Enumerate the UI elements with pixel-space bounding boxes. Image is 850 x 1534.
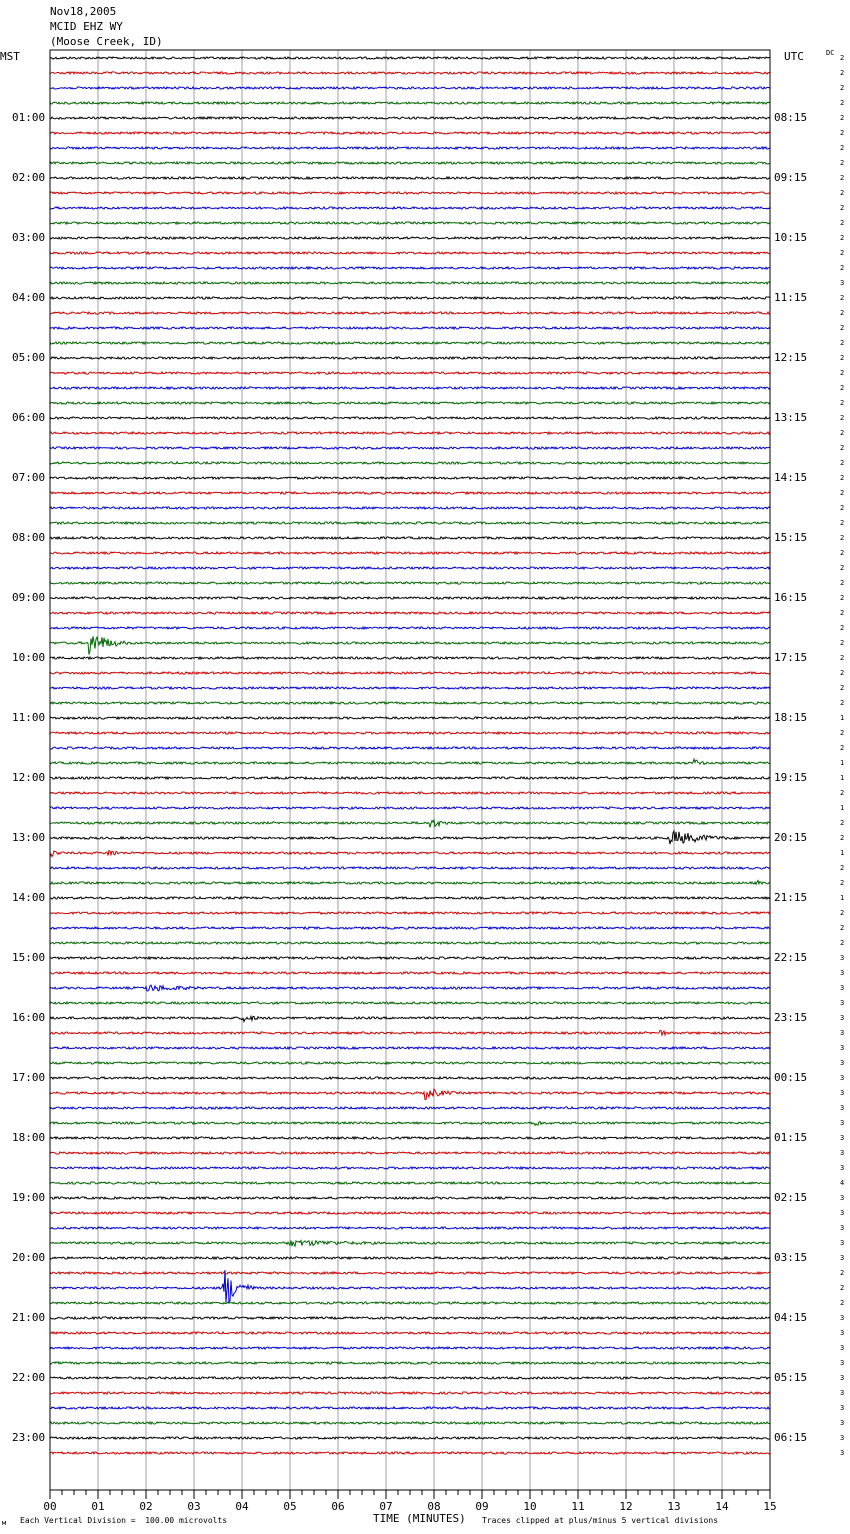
left-hour-label: 13:00 xyxy=(12,831,46,844)
trace-row-53 xyxy=(50,851,770,857)
dc-offset: 2 xyxy=(840,624,845,632)
dc-offset: 3 xyxy=(840,1119,845,1127)
trace-row-92 xyxy=(50,1437,770,1439)
dc-offset: 2 xyxy=(840,399,845,407)
dc-offset: 3 xyxy=(840,1374,845,1382)
trace-row-35 xyxy=(50,582,770,584)
dc-offset: 2 xyxy=(840,444,845,452)
trace-row-14 xyxy=(50,267,770,269)
dc-offset: 2 xyxy=(840,594,845,602)
dc-offset: 3 xyxy=(840,999,845,1007)
left-hour-label: 21:00 xyxy=(12,1311,46,1324)
trace-row-85 xyxy=(50,1332,770,1334)
left-hour-label: 10:00 xyxy=(12,651,46,664)
x-tick-label: 10 xyxy=(523,1500,537,1513)
trace-row-61 xyxy=(50,972,770,974)
right-hour-label: 04:15 xyxy=(774,1311,808,1324)
trace-row-8 xyxy=(50,177,770,179)
dc-offset: 3 xyxy=(840,1419,845,1427)
dc-offset: 2 xyxy=(840,939,845,947)
left-hour-label: 08:00 xyxy=(12,531,46,544)
dc-offset: 2 xyxy=(840,789,845,797)
x-tick-label: 01 xyxy=(91,1500,105,1513)
trace-row-73 xyxy=(50,1152,770,1154)
trace-row-19 xyxy=(50,342,770,344)
trace-row-18 xyxy=(50,327,770,329)
trace-row-71 xyxy=(50,1121,770,1125)
chart-date: Nov18,2005 xyxy=(50,5,117,18)
dc-offset: 3 xyxy=(840,1314,845,1322)
trace-row-69 xyxy=(50,1089,770,1099)
vertical-division-note: Each Vertical Division = 100.00 microvolts xyxy=(20,1516,228,1525)
dc-offset: 2 xyxy=(840,459,845,467)
trace-row-3 xyxy=(50,102,770,104)
dc-offset: 3 xyxy=(840,1134,845,1142)
dc-offset: 2 xyxy=(840,354,845,362)
dc-offset: 2 xyxy=(840,609,845,617)
x-tick-label: 11 xyxy=(571,1500,585,1513)
right-hour-label: 00:15 xyxy=(774,1071,808,1084)
right-hour-label: 13:15 xyxy=(774,411,808,424)
trace-row-54 xyxy=(50,867,770,869)
x-tick-label: 04 xyxy=(235,1500,249,1513)
x-tick-label: 07 xyxy=(379,1500,393,1513)
trace-row-10 xyxy=(50,207,770,209)
dc-offset: 2 xyxy=(840,339,845,347)
dc-offset: 2 xyxy=(840,249,845,257)
left-hour-label: 09:00 xyxy=(12,591,46,604)
trace-row-59 xyxy=(50,942,770,944)
trace-row-1 xyxy=(50,72,770,74)
trace-row-83 xyxy=(50,1302,770,1304)
right-hour-label: 02:15 xyxy=(774,1191,808,1204)
right-hour-label: 05:15 xyxy=(774,1371,808,1384)
trace-row-34 xyxy=(50,567,770,569)
trace-row-77 xyxy=(50,1212,770,1214)
dc-offset: 3 xyxy=(840,1329,845,1337)
trace-row-76 xyxy=(50,1197,770,1199)
left-hour-label: 23:00 xyxy=(12,1431,46,1444)
dc-offset: 2 xyxy=(840,654,845,662)
dc-offset: 3 xyxy=(840,1029,845,1037)
trace-row-46 xyxy=(50,747,770,749)
trace-row-63 xyxy=(50,1002,770,1004)
dc-offset: 3 xyxy=(840,1224,845,1232)
dc-offset: 3 xyxy=(840,1059,845,1067)
trace-row-70 xyxy=(50,1107,770,1109)
trace-row-87 xyxy=(50,1362,770,1364)
trace-row-15 xyxy=(50,282,770,284)
x-tick-label: 03 xyxy=(187,1500,201,1513)
dc-offset: 2 xyxy=(840,909,845,917)
dc-offset: 2 xyxy=(840,369,845,377)
left-hour-label: 14:00 xyxy=(12,891,46,904)
dc-offset: 2 xyxy=(840,114,845,122)
left-hour-label: 03:00 xyxy=(12,231,46,244)
trace-row-37 xyxy=(50,612,770,614)
left-hour-label: 02:00 xyxy=(12,171,46,184)
dc-offset: 2 xyxy=(840,879,845,887)
x-tick-label: 06 xyxy=(331,1500,345,1513)
seismic-traces xyxy=(50,57,770,1454)
dc-offset: 3 xyxy=(840,954,845,962)
left-hour-label: 15:00 xyxy=(12,951,46,964)
dc-offset: 2 xyxy=(840,234,845,242)
right-hour-label: 08:15 xyxy=(774,111,808,124)
dc-offset: 2 xyxy=(840,924,845,932)
dc-offset: 2 xyxy=(840,264,845,272)
trace-row-88 xyxy=(50,1377,770,1379)
dc-offset: 2 xyxy=(840,129,845,137)
dc-offset: 1 xyxy=(840,804,845,812)
trace-row-86 xyxy=(50,1347,770,1349)
left-hour-label: 16:00 xyxy=(12,1011,46,1024)
x-tick-label: 14 xyxy=(715,1500,729,1513)
trace-row-81 xyxy=(50,1272,770,1274)
x-tick-label: 00 xyxy=(43,1500,57,1513)
dc-offset: 3 xyxy=(840,279,845,287)
dc-offset: 2 xyxy=(840,1284,845,1292)
trace-row-21 xyxy=(50,372,770,374)
trace-row-82 xyxy=(50,1270,770,1302)
right-hour-label: 03:15 xyxy=(774,1251,808,1264)
trace-row-52 xyxy=(50,831,770,844)
trace-row-41 xyxy=(50,672,770,674)
trace-row-44 xyxy=(50,717,770,719)
left-hour-label: 01:00 xyxy=(12,111,46,124)
trace-row-39 xyxy=(50,636,770,654)
dc-offset: 2 xyxy=(840,549,845,557)
dc-offset: 2 xyxy=(840,384,845,392)
dc-offset: 2 xyxy=(840,534,845,542)
dc-offset: 2 xyxy=(840,819,845,827)
x-axis-ticks xyxy=(43,1490,776,1513)
clip-note: Traces clipped at plus/minus 5 vertical divisions xyxy=(482,1516,719,1525)
dc-offset: 3 xyxy=(840,1434,845,1442)
dc-offset: 3 xyxy=(840,969,845,977)
trace-row-93 xyxy=(50,1452,770,1454)
dc-offset: 2 xyxy=(840,729,845,737)
trace-row-17 xyxy=(50,312,770,314)
trace-row-31 xyxy=(50,522,770,524)
right-timezone: UTC xyxy=(784,50,804,63)
dc-offset: 2 xyxy=(840,834,845,842)
trace-row-57 xyxy=(50,912,770,914)
trace-row-0 xyxy=(50,57,770,59)
x-tick-label: 08 xyxy=(427,1500,441,1513)
dc-offset: 2 xyxy=(840,219,845,227)
left-hour-label: 04:00 xyxy=(12,291,46,304)
trace-row-58 xyxy=(50,927,770,929)
trace-row-75 xyxy=(50,1182,770,1184)
trace-row-49 xyxy=(50,792,770,794)
dc-offset: 3 xyxy=(840,1209,845,1217)
right-hour-label: 01:15 xyxy=(774,1131,808,1144)
x-tick-label: 02 xyxy=(139,1500,153,1513)
dc-offset: 2 xyxy=(840,639,845,647)
left-hour-label: 20:00 xyxy=(12,1251,46,1264)
dc-offset: 2 xyxy=(840,699,845,707)
trace-row-78 xyxy=(50,1227,770,1229)
trace-row-13 xyxy=(50,252,770,254)
dc-offset: 3 xyxy=(840,1149,845,1157)
dc-offset: 3 xyxy=(840,984,845,992)
dc-offset: 2 xyxy=(840,69,845,77)
dc-offset: 2 xyxy=(840,1299,845,1307)
station-location: (Moose Creek, ID) xyxy=(50,35,163,48)
dc-offset: 2 xyxy=(840,474,845,482)
dc-offset: 1 xyxy=(840,774,845,782)
dc-offset: 2 xyxy=(840,429,845,437)
trace-row-40 xyxy=(50,657,770,659)
dc-offset: 3 xyxy=(840,1239,845,1247)
trace-row-74 xyxy=(50,1167,770,1169)
right-hour-label: 22:15 xyxy=(774,951,808,964)
right-hour-label: 11:15 xyxy=(774,291,808,304)
right-hour-label: 14:15 xyxy=(774,471,808,484)
trace-row-24 xyxy=(50,417,770,419)
trace-row-51 xyxy=(50,820,770,827)
dc-offset: 3 xyxy=(840,1404,845,1412)
trace-row-50 xyxy=(50,807,770,809)
left-hour-label: 17:00 xyxy=(12,1071,46,1084)
trace-row-6 xyxy=(50,147,770,149)
trace-row-33 xyxy=(50,552,770,554)
dc-offset: 3 xyxy=(840,1344,845,1352)
dc-offset: 2 xyxy=(840,54,845,62)
trace-row-55 xyxy=(50,881,770,885)
dc-offset: 2 xyxy=(840,519,845,527)
right-hour-label: 09:15 xyxy=(774,171,808,184)
left-hour-label: 12:00 xyxy=(12,771,46,784)
trace-row-79 xyxy=(50,1241,770,1247)
trace-row-9 xyxy=(50,192,770,194)
trace-row-43 xyxy=(50,702,770,704)
left-hour-label: 07:00 xyxy=(12,471,46,484)
dc-offset: 2 xyxy=(840,309,845,317)
right-hour-label: 23:15 xyxy=(774,1011,808,1024)
trace-row-67 xyxy=(50,1062,770,1064)
left-hour-label: 05:00 xyxy=(12,351,46,364)
left-hour-label: 11:00 xyxy=(12,711,46,724)
trace-row-20 xyxy=(50,357,770,359)
dc-offset: 2 xyxy=(840,204,845,212)
dc-offset: 2 xyxy=(840,669,845,677)
trace-row-11 xyxy=(50,222,770,224)
dc-offset: 2 xyxy=(840,189,845,197)
right-hour-label: 20:15 xyxy=(774,831,808,844)
trace-row-27 xyxy=(50,462,770,464)
left-timezone: MST xyxy=(0,50,20,63)
dc-offset: 3 xyxy=(840,1194,845,1202)
trace-row-65 xyxy=(50,1030,770,1035)
trace-row-84 xyxy=(50,1317,770,1319)
trace-row-91 xyxy=(50,1422,770,1424)
x-tick-label: 13 xyxy=(667,1500,681,1513)
trace-row-2 xyxy=(50,87,770,89)
trace-row-29 xyxy=(50,492,770,494)
x-tick-label: 15 xyxy=(763,1500,777,1513)
trace-row-12 xyxy=(50,237,770,239)
right-hour-label: 18:15 xyxy=(774,711,808,724)
corner-mark: м xyxy=(2,1519,7,1527)
trace-row-7 xyxy=(50,162,770,164)
trace-row-47 xyxy=(50,759,770,764)
right-hour-label: 16:15 xyxy=(774,591,808,604)
left-hour-label: 06:00 xyxy=(12,411,46,424)
dc-offset: 3 xyxy=(840,1389,845,1397)
dc-offset: 2 xyxy=(840,159,845,167)
trace-row-42 xyxy=(50,687,770,689)
station-code: MCID EHZ WY xyxy=(50,20,123,33)
trace-row-16 xyxy=(50,297,770,299)
dc-offset: 2 xyxy=(840,579,845,587)
trace-row-22 xyxy=(50,387,770,389)
left-hour-label: 18:00 xyxy=(12,1131,46,1144)
trace-row-48 xyxy=(50,777,770,779)
right-hour-label: 19:15 xyxy=(774,771,808,784)
trace-row-38 xyxy=(50,627,770,629)
dc-offset: 3 xyxy=(840,1359,845,1367)
left-hour-label: 19:00 xyxy=(12,1191,46,1204)
trace-row-28 xyxy=(50,477,770,479)
dc-offset: 1 xyxy=(840,849,845,857)
trace-row-5 xyxy=(50,132,770,134)
dc-offset: 2 xyxy=(840,1269,845,1277)
left-hour-label: 22:00 xyxy=(12,1371,46,1384)
trace-row-64 xyxy=(50,1016,770,1021)
dc-offset: 2 xyxy=(840,744,845,752)
dc-offset: 3 xyxy=(840,1164,845,1172)
right-hour-label: 06:15 xyxy=(774,1431,808,1444)
dc-offset: 3 xyxy=(840,1044,845,1052)
right-hour-label: 21:15 xyxy=(774,891,808,904)
trace-row-32 xyxy=(50,537,770,539)
x-tick-label: 05 xyxy=(283,1500,297,1513)
dc-offset: 3 xyxy=(840,1074,845,1082)
right-hour-label: 10:15 xyxy=(774,231,808,244)
trace-row-68 xyxy=(50,1077,770,1079)
dc-offset: 2 xyxy=(840,294,845,302)
dc-offset: 2 xyxy=(840,864,845,872)
trace-row-36 xyxy=(50,597,770,599)
dc-offset: 2 xyxy=(840,414,845,422)
trace-row-89 xyxy=(50,1392,770,1394)
right-hour-label: 17:15 xyxy=(774,651,808,664)
trace-row-60 xyxy=(50,957,770,959)
trace-row-4 xyxy=(50,117,770,119)
trace-row-23 xyxy=(50,402,770,404)
right-hour-label: 15:15 xyxy=(774,531,808,544)
dc-offset: 1 xyxy=(840,759,845,767)
trace-row-30 xyxy=(50,507,770,509)
trace-row-45 xyxy=(50,732,770,734)
dc-offset: 3 xyxy=(840,1449,845,1457)
dc-offset: 2 xyxy=(840,84,845,92)
trace-row-56 xyxy=(50,897,770,899)
dc-offset: 4 xyxy=(840,1179,845,1187)
x-tick-label: 12 xyxy=(619,1500,633,1513)
trace-row-72 xyxy=(50,1137,770,1139)
dc-offset: 2 xyxy=(840,99,845,107)
trace-row-66 xyxy=(50,1047,770,1049)
dc-offset: 3 xyxy=(840,1089,845,1097)
trace-row-80 xyxy=(50,1257,770,1259)
dc-offset: 2 xyxy=(840,504,845,512)
dc-offset: 3 xyxy=(840,1014,845,1022)
dc-column-label: DC xyxy=(826,49,835,57)
dc-offset: 2 xyxy=(840,144,845,152)
dc-offset: 1 xyxy=(840,714,845,722)
dc-offset: 2 xyxy=(840,324,845,332)
x-axis-label: TIME (MINUTES) xyxy=(373,1512,466,1525)
trace-row-62 xyxy=(50,985,770,991)
dc-offset: 3 xyxy=(840,1254,845,1262)
dc-offset: 3 xyxy=(840,1104,845,1112)
trace-row-90 xyxy=(50,1407,770,1409)
trace-row-25 xyxy=(50,432,770,434)
dc-offset: 2 xyxy=(840,684,845,692)
right-hour-label: 12:15 xyxy=(774,351,808,364)
dc-offset: 2 xyxy=(840,174,845,182)
dc-offset: 1 xyxy=(840,894,845,902)
dc-offset: 2 xyxy=(840,489,845,497)
dc-offset: 2 xyxy=(840,564,845,572)
trace-row-26 xyxy=(50,447,770,449)
x-tick-label: 09 xyxy=(475,1500,489,1513)
